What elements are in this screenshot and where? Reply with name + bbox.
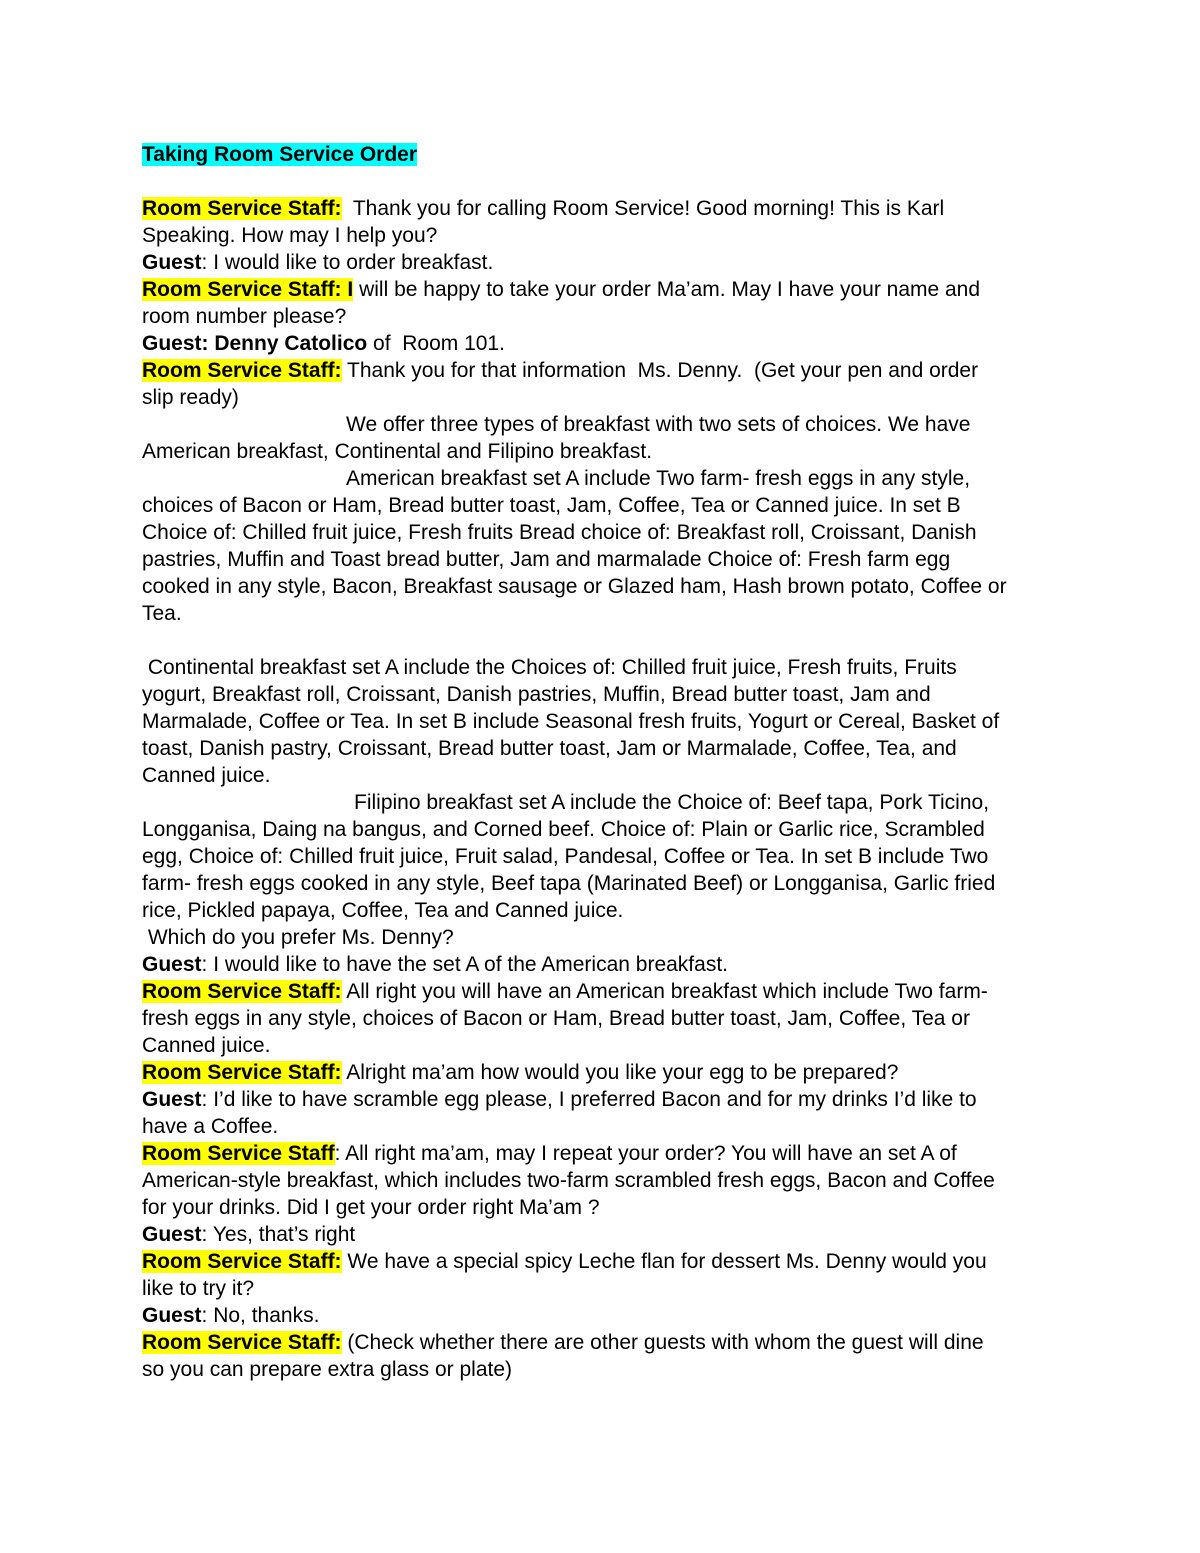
line-text: I would like to order breakfast. [207,251,494,274]
line-text: We have a special spicy Leche flan for dessert Ms. Denny would you [341,1250,987,1273]
dialogue-line [142,897,1067,924]
dialogue-line [142,1302,1067,1329]
dialogue-line [142,978,1067,1005]
speaker-guest: Guest [142,953,202,976]
dialogue-line [142,411,1067,438]
dialogue-line [142,1329,1067,1356]
line-text: No, thanks. [207,1304,320,1327]
speaker-staff: Room Service Staff: [142,980,342,1003]
line-text: Which do you prefer Ms. Denny? [142,926,454,949]
line-text: (Check whether there are other guests with whom the guest will dine [341,1331,984,1354]
colon: : [201,1304,208,1327]
line-text: cooked in any style, Bacon, Breakfast sausage or Glazed ham, Hash brown potato, Coffee or [142,575,1007,598]
dialogue-line [142,654,1067,681]
line-text: farm- fresh eggs cooked in any style, Beef tapa (Marinated Beef) or Longganisa, Garlic fried [142,872,996,895]
dialogue-line [142,924,1067,951]
speaker-staff: Room Service Staff: [142,197,342,220]
line-text: Canned juice. [142,1034,271,1057]
dialogue-line [142,600,1067,627]
dialogue-line [142,1086,1067,1113]
speaker-staff: Room Service Staff: [142,359,342,382]
colon: : [334,1142,341,1165]
speaker-guest: Guest [142,1088,202,1111]
line-text: All right ma’am, may I repeat your order? You will have an set A of [340,1142,957,1165]
line-text: Speaking. How may I help you? [142,224,438,247]
line-text: room number please? [142,305,347,328]
dialogue-line [142,708,1067,735]
line-text: All right you will have an American breakfast which include Two farm- [341,980,988,1003]
dialogue-line [142,195,1067,222]
speaker-guest: Guest [142,251,202,274]
line-text: for your drinks. Did I get your order right Ma’am ? [142,1196,600,1219]
dialogue-line [142,1356,1067,1383]
line-text: choices of Bacon or Ham, Bread butter toast, Jam, Coffee, Tea or Canned juice. In set B [142,494,961,517]
dialogue-line [142,1167,1067,1194]
line-text: Continental breakfast set A include the Choices of: Chilled fruit juice, Fresh fruits, Fruits [142,656,957,679]
dialogue-line [142,465,1067,492]
dialogue-line [142,870,1067,897]
document-title-line [142,141,1067,168]
dialogue-line [142,1248,1067,1275]
line-text: egg, Choice of: Chilled fruit juice, Fruit salad, Pandesal, Coffee or Tea. In set B include Two [142,845,989,868]
speaker-guest: Guest [142,1304,202,1327]
dialogue-line [142,222,1067,249]
document-title: Taking Room Service Order [142,143,418,166]
colon: : [201,1223,208,1246]
dialogue-line [142,357,1067,384]
colon: : [201,953,208,976]
line-text: yogurt, Breakfast roll, Croissant, Danish pastries, Muffin, Bread butter toast, Jam and [142,683,931,706]
speaker-staff: Room Service Staff: [142,1061,342,1084]
line-text: pastries, Muffin and Toast bread butter, Jam and marmalade Choice of: Fresh farm egg [142,548,951,571]
line-text: have a Coffee. [142,1115,279,1138]
dialogue-line [142,789,1067,816]
dialogue-line [142,384,1067,411]
dialogue-line [142,276,1067,303]
line-text: Tea. [142,602,182,625]
line-text: Marmalade, Coffee or Tea. In set B include Seasonal fresh fruits, Yogurt or Cereal, Basket of [142,710,1000,733]
dialogue-line [142,1059,1067,1086]
colon: : [201,251,208,274]
dialogue-line [142,816,1067,843]
dialogue-line [142,1194,1067,1221]
line-text: American-style breakfast, which includes two-farm scrambled fresh eggs, Bacon and Coffee [142,1169,995,1192]
line-text: Thank you for calling Room Service! Good morning! This is Karl [341,197,945,220]
line-text: Thank you for that information Ms. Denny. (Get your pen and order [341,359,979,382]
dialogue-line [142,330,1067,357]
dialogue-line [142,735,1067,762]
line-text: I’d like to have scramble egg please, I preferred Bacon and for my drinks I’d like to [207,1088,977,1111]
dialogue-line [142,438,1067,465]
line-text: Alright ma’am how would you like your egg to be prepared? [341,1061,899,1084]
colon: : [201,1088,208,1111]
line-text: rice, Pickled papaya, Coffee, Tea and Canned juice. [142,899,624,922]
dialogue-line [142,1140,1067,1167]
line-text: I would like to have the set A of the American breakfast. [207,953,728,976]
line-text: fresh eggs in any style, choices of Bacon or Ham, Bread butter toast, Jam, Coffee, Tea or [142,1007,970,1030]
line-text: Filipino breakfast set A include the Choice of: Beef tapa, Pork Ticino, [354,791,990,814]
line-text: American breakfast, Continental and Filipino breakfast. [142,440,653,463]
dialogue-line [142,519,1067,546]
line-text: so you can prepare extra glass or plate) [142,1358,513,1381]
speaker-staff: Room Service Staff: [142,1331,342,1354]
blank-line [142,168,1067,195]
line-text: like to try it? [142,1277,255,1300]
dialogue-line [142,573,1067,600]
dialogue-line [142,681,1067,708]
dialogue-line [142,1113,1067,1140]
dialogue-line [142,492,1067,519]
line-text: Canned juice. [142,764,271,787]
speaker-staff: Room Service Staff: [142,1250,342,1273]
dialogue-body [142,141,1067,1383]
line-text: We offer three types of breakfast with two sets of choices. We have [346,413,971,436]
line-text: Yes, that’s right [207,1223,356,1246]
dialogue-line [142,843,1067,870]
dialogue-line [142,762,1067,789]
speaker-guest: Guest: Denny Catolico [142,332,368,355]
line-text: toast, Danish pastry, Croissant, Bread butter toast, Jam or Marmalade, Coffee, Tea, and [142,737,957,760]
line-text: American breakfast set A include Two farm- fresh eggs in any style, [346,467,971,490]
speaker-staff: Room Service Staff: I [142,278,354,301]
line-text: Longganisa, Daing na bangus, and Corned beef. Choice of: Plain or Garlic rice, Scrambled [142,818,985,841]
speaker-guest: Guest [142,1223,202,1246]
dialogue-line [142,1275,1067,1302]
line-text: slip ready) [142,386,239,409]
dialogue-line [142,1032,1067,1059]
blank-line [142,627,1067,654]
speaker-staff: Room Service Staff [142,1142,335,1165]
line-text: of Room 101. [367,332,505,355]
line-text: will be happy to take your order Ma’am. May I have your name and [353,278,981,301]
dialogue-line [142,951,1067,978]
dialogue-line [142,1221,1067,1248]
dialogue-line [142,1005,1067,1032]
dialogue-line [142,546,1067,573]
dialogue-line [142,249,1067,276]
dialogue-line [142,303,1067,330]
line-text: Choice of: Chilled fruit juice, Fresh fruits Bread choice of: Breakfast roll, Croissant, Danish [142,521,977,544]
